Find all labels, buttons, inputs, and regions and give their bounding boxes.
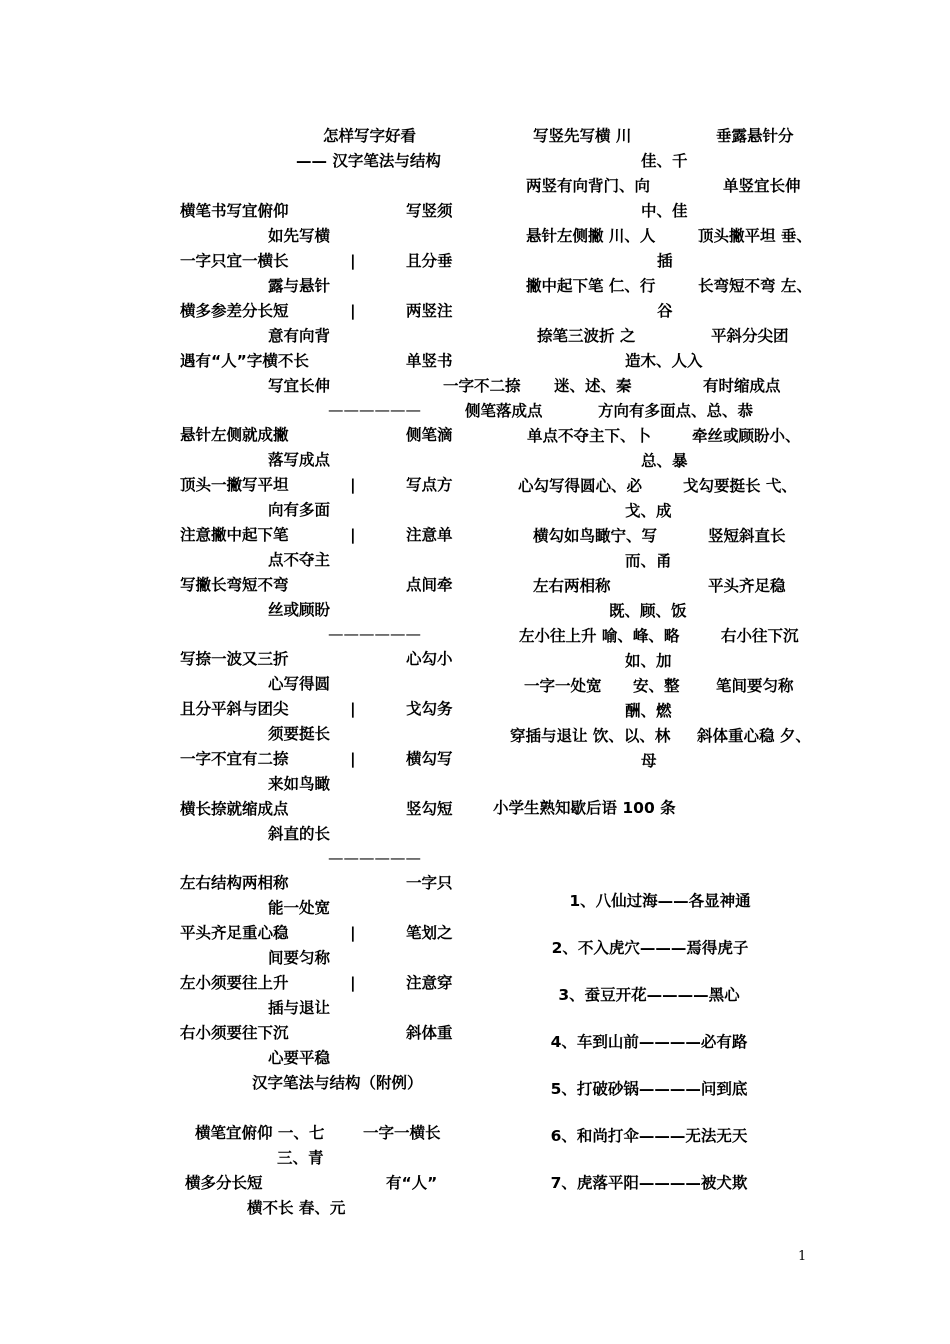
right-line: 斜体重心稳 夕、 xyxy=(697,727,811,745)
section-divider: —————— xyxy=(328,849,421,867)
left-line: 平头齐足重心稳 xyxy=(180,924,289,942)
right-line: 左右两相称 xyxy=(533,577,611,595)
appendix-line: 横不长 春、元 xyxy=(247,1199,346,1217)
right-line: 两竖有向背门、向 xyxy=(526,177,651,195)
left-line: 一字只宜一横长 xyxy=(180,252,289,270)
left-line: | xyxy=(350,252,356,270)
left-line: 写宜长伸 xyxy=(268,377,331,395)
right-line: 一字一处宽 xyxy=(524,677,602,695)
left-line: 落写成点 xyxy=(268,451,331,469)
left-line: 丝或顾盼 xyxy=(268,601,331,619)
xiehouyu-item: 6、和尚打伞———无法无天 xyxy=(550,1127,748,1145)
right-line: 佳、千 xyxy=(641,152,688,170)
left-line: 侧笔滴 xyxy=(406,426,453,444)
left-line: 间要匀称 xyxy=(268,949,331,967)
right-line: 平斜分尖团 xyxy=(711,327,789,345)
right-line: 一字不二捺 xyxy=(443,377,521,395)
xiehouyu-item: 2、不入虎穴———焉得虎子 xyxy=(551,939,749,957)
right-line: 迷、述、秦 xyxy=(554,377,632,395)
left-line: 遇有“人”字横不长 xyxy=(180,352,309,370)
left-line: 竖勾短 xyxy=(406,800,453,818)
left-line: 点间牵 xyxy=(406,576,453,594)
left-line: 横长捺就缩成点 xyxy=(180,800,289,818)
right-line: 谷 xyxy=(657,302,673,320)
right-line: 造木、人入 xyxy=(625,352,703,370)
right-line: 捺笔三波折 之 xyxy=(537,327,636,345)
appendix-line: 有“人” xyxy=(386,1174,438,1192)
left-line: 点不夺主 xyxy=(268,551,331,569)
left-line: 顶头一撇写平坦 xyxy=(180,476,289,494)
left-line: 心要平稳 xyxy=(268,1049,331,1067)
right-line: 如、加 xyxy=(625,652,672,670)
left-line: 写竖须 xyxy=(406,202,453,220)
right-line: 安、整 xyxy=(633,677,680,695)
left-line: 斜直的长 xyxy=(268,825,331,843)
right-line: 单竖宜长伸 xyxy=(723,177,801,195)
left-line: 左小须要往上升 xyxy=(180,974,289,992)
left-line: 心写得圆 xyxy=(268,675,331,693)
left-line: 横多参差分长短 xyxy=(180,302,289,320)
right-line: 写竖先写横 川 xyxy=(533,127,632,145)
appendix-title: 汉字笔法与结构（附例） xyxy=(252,1074,423,1092)
right-line: 有时缩成点 xyxy=(703,377,781,395)
left-line: 悬针左侧就成撇 xyxy=(180,426,289,444)
left-line: 露与悬针 xyxy=(268,277,331,295)
appendix-line: 三、青 xyxy=(277,1149,324,1167)
right-line: 酬、燃 xyxy=(625,702,672,720)
right-line: 方向有多面点、总、恭 xyxy=(598,402,754,420)
right-line: 撇中起下笔 仁、行 xyxy=(526,277,656,295)
right-line: 平头齐足稳 xyxy=(708,577,786,595)
right-line: 垂露悬针分 xyxy=(716,127,794,145)
left-line: | xyxy=(350,974,356,992)
section-divider: —————— xyxy=(328,401,421,419)
right-line: 而、甬 xyxy=(625,552,672,570)
right-line: 单点不夺主下、卜 xyxy=(527,427,652,445)
left-line: 写点方 xyxy=(406,476,453,494)
xiehouyu-item: 7、虎落平阳————被犬欺 xyxy=(550,1174,748,1192)
page-number: 1 xyxy=(798,1249,807,1264)
left-line: 写捺一波又三折 xyxy=(180,650,289,668)
xiehouyu-title: 小学生熟知歇后语 100 条 xyxy=(493,799,676,817)
right-line: 戈勾要挺长 弋、 xyxy=(683,477,797,495)
left-line: 斜体重 xyxy=(406,1024,453,1042)
right-line: 笔间要匀称 xyxy=(716,677,794,695)
right-line: 母 xyxy=(641,752,657,770)
left-line: 笔划之 xyxy=(406,924,453,942)
appendix-line: 横笔宜俯仰 一、七 xyxy=(195,1124,325,1142)
appendix-line: 横多分长短 xyxy=(185,1174,263,1192)
left-line: 左右结构两相称 xyxy=(180,874,289,892)
left-line: | xyxy=(350,924,356,942)
left-line: 单竖书 xyxy=(406,352,453,370)
left-line: 横笔书写宜俯仰 xyxy=(180,202,289,220)
doc-title: 怎样写字好看 xyxy=(323,127,417,145)
right-line: 侧笔落成点 xyxy=(465,402,543,420)
left-line: 注意单 xyxy=(406,526,453,544)
right-line: 右小往下沉 xyxy=(721,627,799,645)
left-line: 写撇长弯短不弯 xyxy=(180,576,289,594)
left-line: 须要挺长 xyxy=(268,725,331,743)
appendix-line: 一字一横长 xyxy=(363,1124,441,1142)
left-line: 一字只 xyxy=(406,874,453,892)
right-line: 穿插与退让 饮、以、林 xyxy=(510,727,671,745)
right-line: 牵丝或顾盼小、 xyxy=(692,427,801,445)
right-line: 顶头撇平坦 垂、 xyxy=(698,227,812,245)
doc-subtitle: —— 汉字笔法与结构 xyxy=(296,152,441,170)
left-line: 右小须要往下沉 xyxy=(180,1024,289,1042)
right-line: 横勾如鸟瞰宁、写 xyxy=(533,527,658,545)
left-line: 如先写横 xyxy=(268,227,331,245)
left-line: 来如鸟瞰 xyxy=(268,775,331,793)
left-line: 心勾小 xyxy=(406,650,453,668)
left-line: 横勾写 xyxy=(406,750,453,768)
left-line: | xyxy=(350,302,356,320)
right-line: 心勾写得圆心、必 xyxy=(518,477,643,495)
right-line: 长弯短不弯 左、 xyxy=(698,277,812,295)
left-line: | xyxy=(350,476,356,494)
left-line: 注意穿 xyxy=(406,974,453,992)
left-line: | xyxy=(350,750,356,768)
right-line: 既、顾、饭 xyxy=(609,602,687,620)
left-line: 注意撇中起下笔 xyxy=(180,526,289,544)
left-line: 插与退让 xyxy=(268,999,331,1017)
left-line: 意有向背 xyxy=(268,327,331,345)
left-line: 向有多面 xyxy=(268,501,331,519)
right-line: 左小往上升 喻、峰、略 xyxy=(519,627,680,645)
right-line: 插 xyxy=(657,252,673,270)
section-divider: —————— xyxy=(328,625,421,643)
xiehouyu-item: 4、车到山前————必有路 xyxy=(550,1033,748,1051)
left-line: 戈勾务 xyxy=(406,700,453,718)
left-line: 且分平斜与团尖 xyxy=(180,700,289,718)
right-line: 戈、成 xyxy=(625,502,672,520)
right-line: 悬针左侧撇 川、人 xyxy=(526,227,656,245)
xiehouyu-item: 3、蚕豆开花————黑心 xyxy=(558,986,740,1004)
xiehouyu-item: 5、打破砂锅————问到底 xyxy=(550,1080,748,1098)
right-line: 竖短斜直长 xyxy=(708,527,786,545)
left-line: 一字不宜有二捺 xyxy=(180,750,289,768)
xiehouyu-item: 1、八仙过海——各显神通 xyxy=(569,892,751,910)
right-line: 总、暴 xyxy=(641,452,688,470)
left-line: 能一处宽 xyxy=(268,899,331,917)
left-line: 且分垂 xyxy=(406,252,453,270)
right-line: 中、佳 xyxy=(641,202,688,220)
left-line: 两竖注 xyxy=(406,302,453,320)
left-line: | xyxy=(350,526,356,544)
left-line: | xyxy=(350,700,356,718)
